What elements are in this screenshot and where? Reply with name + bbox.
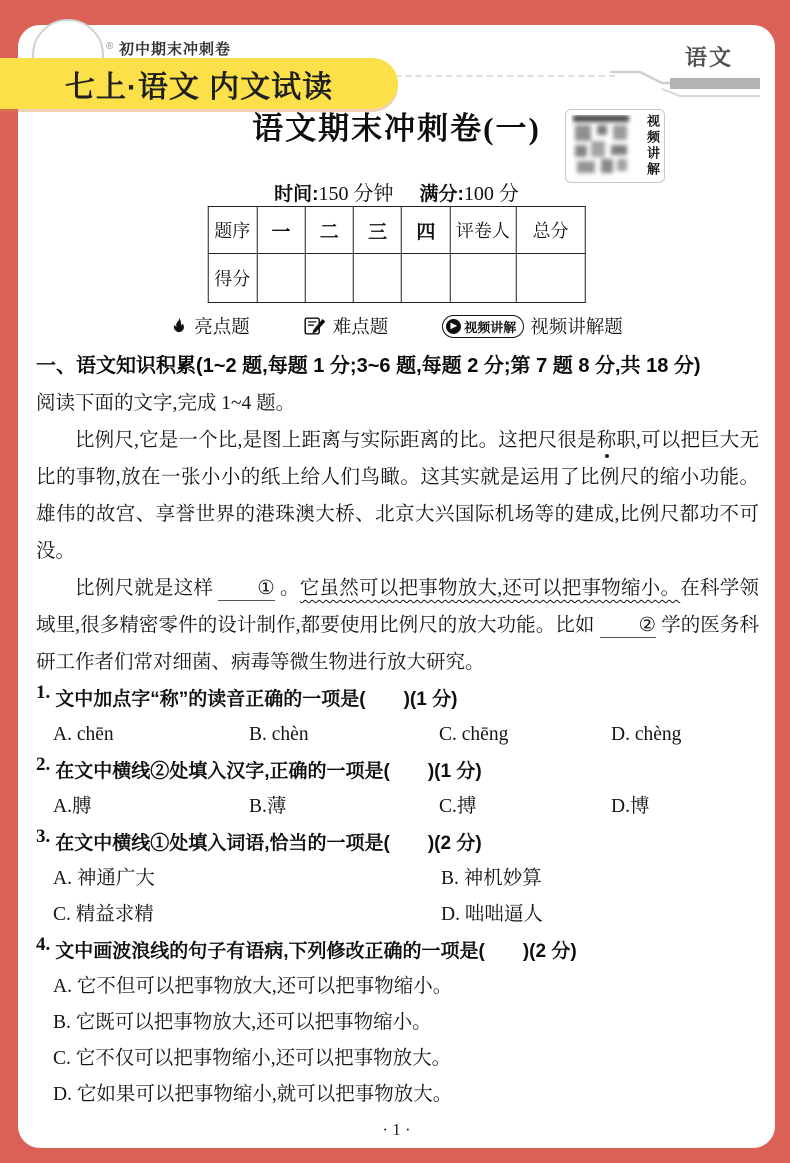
option-d: D. 它如果可以把事物缩小,就可以把事物放大。 — [53, 1084, 453, 1105]
subject-tab-ribbon-icon — [610, 69, 760, 101]
question-stem-text: 在文中横线②处填入汉字,正确的一项是( )(1 分) — [55, 761, 482, 782]
section-instruction: 阅读下面的文字,完成 1~4 题。 — [36, 393, 296, 414]
question-number: 3. — [36, 826, 51, 847]
question-number: 1. — [36, 682, 51, 703]
question-1-stem — [36, 682, 759, 717]
score-table-header-row — [208, 207, 586, 254]
option-b: B. chèn — [249, 724, 309, 745]
question-number: 2. — [36, 754, 51, 775]
passage-text: 职,可以把巨大无比的事物,放在一张小小的纸上给人们鸟瞰。这其实就是运用了比例尺的缩小功能。雄伟的故宫、享誉世界的港珠澳大桥、北京大兴国际机场等的建成,比例尺都功不可没。 — [36, 430, 759, 562]
document-pencil-icon — [304, 316, 327, 336]
option-d: D. chèng — [611, 724, 682, 745]
legend-difficult-item — [304, 313, 389, 339]
legend-row — [18, 313, 775, 339]
option-d: D. 咄咄逼人 — [441, 904, 543, 925]
qr-caption: 视频讲解 — [645, 114, 660, 178]
full-score-label: 满分: — [419, 184, 464, 205]
question-1 — [36, 682, 759, 753]
flame-icon — [170, 316, 188, 337]
blank-2: ② — [600, 615, 656, 638]
edition-banner — [0, 58, 398, 109]
score-table — [207, 206, 586, 303]
question-stem-text: 文中画波浪线的句子有语病,下列修改正确的一项是( )(2 分) — [55, 941, 577, 962]
passage-text: 学的医务科研工作者们常对细菌、病毒等微生物进行放大研究。 — [36, 615, 759, 673]
score-cell-empty — [402, 254, 450, 303]
score-header-cell: 三 — [353, 207, 401, 254]
option-a: A. 神通广大 — [53, 868, 155, 889]
question-2-options — [36, 789, 759, 825]
question-number: 4. — [36, 934, 51, 955]
legend-video-item — [442, 313, 623, 339]
score-header-cell: 二 — [305, 207, 353, 254]
question-2-stem — [36, 754, 759, 789]
question-3-options — [36, 861, 759, 933]
passage-paragraph-2 — [36, 570, 759, 681]
score-header-cell: 评卷人 — [450, 207, 516, 254]
question-4-stem — [36, 934, 759, 969]
legend-hot-item — [170, 313, 250, 339]
video-play-badge — [442, 315, 524, 338]
option-a: A.膊 — [53, 796, 92, 817]
header-dashed-divider — [385, 75, 615, 77]
legend-difficult-label: 难点题 — [332, 318, 389, 338]
qr-code-box — [565, 109, 665, 183]
score-header-cell: 题序 — [208, 207, 257, 254]
exam-content — [36, 352, 759, 1113]
video-badge-label: 视频讲解 — [464, 319, 517, 335]
emphasized-char: 称 — [596, 430, 617, 451]
full-score-value: 100 分 — [463, 183, 519, 205]
question-3 — [36, 826, 759, 933]
score-cell-empty — [257, 254, 305, 303]
legend-hot-label: 亮点题 — [194, 318, 250, 338]
brand-text: 初中期末冲刺卷 — [119, 41, 232, 58]
option-a: A. 它不但可以把事物放大,还可以把事物缩小。 — [53, 976, 453, 997]
passage-text: 。 — [279, 578, 300, 599]
blank-1: ① — [218, 578, 274, 601]
score-cell-empty — [450, 254, 516, 303]
question-2 — [36, 754, 759, 825]
option-b: B. 它既可以把事物放大,还可以把事物缩小。 — [53, 1012, 432, 1033]
option-b: B. 神机妙算 — [441, 868, 542, 889]
subject-label: 语文 — [684, 45, 733, 70]
registered-mark: ® — [106, 41, 114, 52]
qr-code — [571, 115, 633, 177]
option-a: A. chēn — [53, 724, 114, 745]
score-header-cell: 四 — [402, 207, 450, 254]
question-stem-text: 在文中横线①处填入词语,恰当的一项是( )(2 分) — [55, 833, 482, 854]
question-4 — [36, 934, 759, 1113]
score-header-cell: 一 — [257, 207, 305, 254]
passage-text: 在科学领域里,很多精密零件的设计制作,都要使用比例尺的放大功能。比如 — [36, 578, 759, 636]
score-header-cell: 总分 — [516, 207, 585, 254]
option-d: D.博 — [611, 796, 650, 817]
time-value: 150 分钟 — [318, 183, 394, 205]
question-4-options — [36, 969, 759, 1113]
legend-video-label: 视频讲解题 — [530, 318, 623, 338]
play-icon: ▶ — [446, 319, 461, 334]
passage-paragraph-1 — [36, 422, 759, 570]
score-cell-empty — [516, 254, 585, 303]
option-b: B.薄 — [249, 796, 287, 817]
edition-banner-label: 七上·语文 内文试读 — [64, 70, 334, 104]
option-c: C. 精益求精 — [53, 904, 154, 925]
paper-meta — [18, 177, 775, 206]
score-cell-empty — [305, 254, 353, 303]
score-cell-empty — [353, 254, 401, 303]
option-c: C.搏 — [439, 796, 477, 817]
section-heading: 一、语文知识积累(1~2 题,每题 1 分;3~6 题,每题 2 分;第 7 题 8 分,共 18 分) — [36, 355, 701, 377]
passage-text: 比例尺就是这样 — [75, 578, 214, 599]
question-1-options — [36, 717, 759, 753]
wavy-underlined-sentence: 它虽然可以把事物放大,还可以把事物缩小。 — [299, 578, 681, 599]
score-row-label: 得分 — [208, 254, 257, 303]
option-c: C. 它不仅可以把事物缩小,还可以把事物放大。 — [53, 1048, 452, 1069]
passage-text: 比例尺,它是一个比,是图上距离与实际距离的比。这把尺很是 — [75, 430, 597, 451]
time-label: 时间: — [274, 184, 319, 205]
question-3-stem — [36, 826, 759, 861]
paper-title: 语文期末冲刺卷(一) — [252, 111, 541, 146]
score-table-score-row — [208, 254, 586, 303]
question-stem-text: 文中加点字“称”的读音正确的一项是( )(1 分) — [55, 689, 458, 710]
paper-card — [18, 25, 775, 1148]
page-number: · 1 · — [382, 1120, 411, 1139]
option-c: C. chēng — [439, 724, 509, 745]
